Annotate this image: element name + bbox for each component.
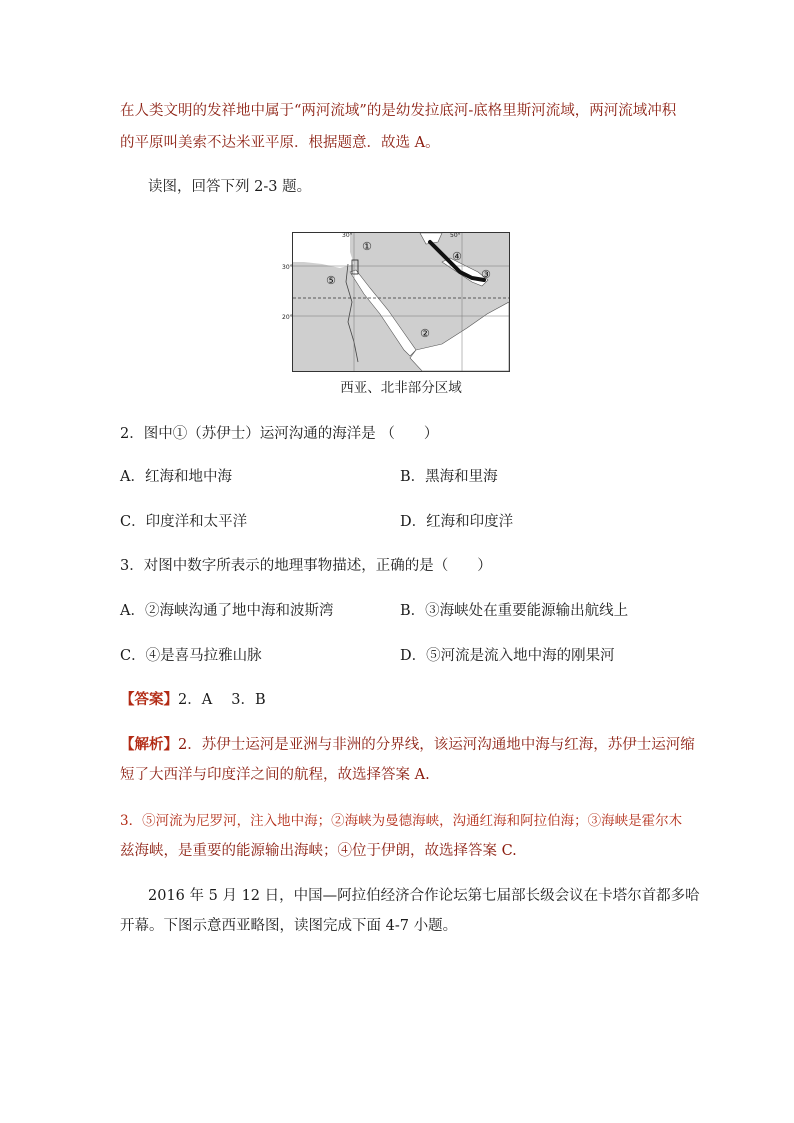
q3-option-d: D．⑤河流是流入地中海的刚果河: [400, 648, 615, 664]
marker-2: ②: [420, 327, 430, 340]
q2-option-c: C．印度洋和太平洋: [120, 514, 248, 530]
answer-line: [120, 690, 266, 710]
analysis-line-4: 兹海峡，是重要的能源输出海峡；④位于伊朗，故选择答案 C.: [120, 843, 517, 859]
intro-line-2: 的平原叫美索不达米亚平原．根据题意．故选 A。: [120, 135, 440, 151]
analysis-label: 【解析】: [120, 736, 178, 753]
marker-4: ④: [452, 250, 462, 263]
q2-option-b: B．黑海和里海: [400, 469, 498, 485]
analysis-line-2: 短了大西洋与印度洋之间的航程，故选择答案 A.: [120, 767, 430, 783]
lon-label-30: 30°: [342, 232, 353, 239]
q3-option-c: C．④是喜马拉雅山脉: [120, 648, 262, 664]
lat-label-30: 30°: [282, 264, 293, 271]
q3-stem: 3．对图中数字所表示的地理事物描述，正确的是（ ）: [120, 558, 492, 574]
q3-option-b: B．③海峡处在重要能源输出航线上: [400, 603, 629, 619]
answer-label: 【答案】: [120, 691, 178, 708]
analysis-text-1: 2．苏伊士运河是亚洲与非洲的分界线，该运河沟通地中海与红海，苏伊士运河缩: [178, 737, 695, 753]
para2-line-1: 2016 年 5 月 12 日，中国—阿拉伯经济合作论坛第七届部长级会议在卡塔尔首都多哈: [148, 888, 700, 904]
map-figure: [282, 232, 510, 372]
marker-1: ①: [362, 240, 372, 253]
marker-3: ③: [481, 268, 491, 281]
para2-line-2: 开幕。下图示意西亚略图，读图完成下面 4-7 小题。: [120, 918, 458, 934]
answer-text: 2．A 3．B: [178, 692, 266, 708]
q2-option-d: D．红海和印度洋: [400, 514, 514, 530]
analysis-line-3: 3．⑤河流为尼罗河，注入地中海；②海峡为曼德海峡，沟通红海和阿拉伯海；③海峡是霍尔木: [120, 813, 683, 829]
lon-label-50: 50°: [450, 232, 461, 239]
map-caption: 西亚、北非部分区域: [340, 380, 462, 396]
q2-stem: 2．图中①（苏伊士）运河沟通的海洋是 （ ）: [120, 426, 439, 442]
intro-line-1: 在人类文明的发祥地中属于“两河流域”的是幼发拉底河-底格里斯河流域，两河流域冲积: [120, 103, 677, 119]
lat-label-20: 20°: [282, 314, 293, 321]
marker-5: ⑤: [326, 274, 336, 287]
q2-option-a: A．红海和地中海: [120, 469, 232, 485]
q3-option-a: A．②海峡沟通了地中海和波斯湾: [120, 603, 334, 619]
analysis-line-1: [120, 735, 695, 755]
read-map-prompt: 读图，回答下列 2-3 题。: [148, 179, 312, 195]
